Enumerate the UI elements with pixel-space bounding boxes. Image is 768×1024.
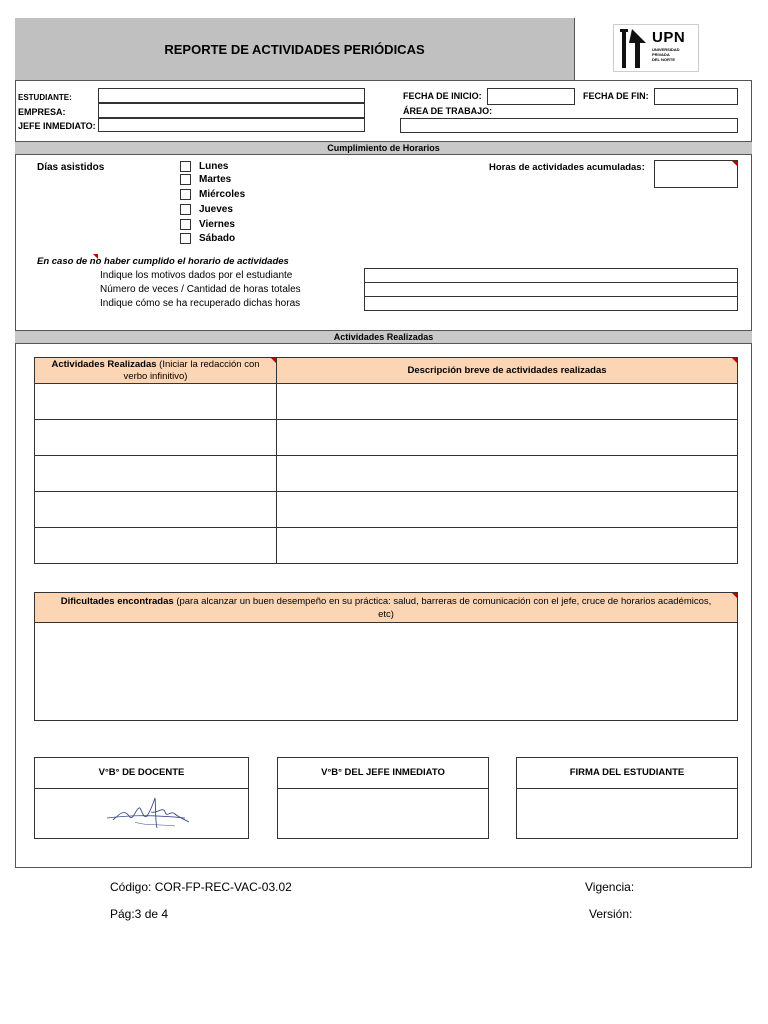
difficulties-bold: Dificultades encontradas [60,596,174,607]
recovery-label: Indique cómo se ha recuperado dichas horas [100,298,301,309]
difficulties-field[interactable] [35,623,737,720]
count-label: Número de veces / Cantidad de horas totales [100,284,301,295]
end-date-label: FECHA DE FIN: [583,91,649,101]
not-met-label: En caso de no haber cumplido el horario de actividades [37,256,289,267]
activity-cell[interactable] [35,528,277,563]
student-label: ESTUDIANTE: [18,93,72,102]
activities-section-title: Actividades Realizadas [333,332,434,342]
table-row [35,384,737,420]
description-cell[interactable] [277,528,737,563]
comment-marker-icon [732,593,737,598]
day-thursday-checkbox[interactable] [180,204,191,215]
logo-sub-3: DEL NORTE [652,57,676,62]
day-wednesday-label: Miércoles [199,189,246,200]
days-attended-label: Días asistidos [37,162,105,173]
day-friday-checkbox[interactable] [180,219,191,230]
activity-cell[interactable] [35,384,277,419]
day-friday-label: Viernes [199,219,235,230]
description-cell[interactable] [277,492,737,527]
footer-page: Pág:3 de 4 [110,907,169,921]
footer-validity: Vigencia: [585,880,635,894]
comment-marker-icon [93,254,98,259]
footer-code: Código: COR-FP-REC-VAC-03.02 [110,880,292,894]
handwritten-signature-icon [105,792,195,836]
count-field[interactable] [364,282,738,297]
start-date-field[interactable] [487,88,575,105]
logo-area [575,18,752,81]
logo-sub-2: PRIVADA [652,52,670,57]
boss-signature-field[interactable] [278,789,488,838]
difficulties-box [34,592,738,721]
student-signature-box [516,757,738,839]
description-cell[interactable] [277,384,737,419]
day-tuesday-checkbox[interactable] [180,174,191,185]
end-date-field[interactable] [654,88,738,105]
activity-cell[interactable] [35,492,277,527]
activities-col1-rest: (Iniciar la redacción con verbo infinitivo) [123,359,260,382]
work-area-field[interactable] [400,118,738,133]
day-wednesday[interactable] [180,189,245,200]
hours-accumulated-field[interactable] [654,160,738,188]
form-title [15,18,575,81]
activities-col2-header [277,358,737,384]
boss-field[interactable] [98,118,365,132]
footer-version: Versión: [589,907,633,921]
hours-accumulated-label: Horas de actividades acumuladas: [489,162,645,173]
day-friday[interactable] [180,219,235,230]
activities-col2-label: Descripción breve de actividades realizadas [407,365,607,376]
logo-text: UPN [652,29,686,46]
upn-logo [613,24,699,72]
company-field[interactable] [98,103,365,118]
day-saturday-checkbox[interactable] [180,233,191,244]
description-cell[interactable] [277,420,737,455]
difficulties-header [35,593,737,623]
description-cell[interactable] [277,456,737,491]
activities-table [34,357,738,564]
student-signature-title: FIRMA DEL ESTUDIANTE [517,758,737,789]
day-thursday-label: Jueves [199,204,233,215]
start-date-label: FECHA DE INICIO: [403,91,482,101]
day-wednesday-checkbox[interactable] [180,189,191,200]
day-saturday-label: Sábado [199,233,236,244]
difficulties-rest: (para alcanzar un buen desempeño en su práctica: salud, barreras de comunicación con el jefe, cruce de horarios académicos, etc) [173,596,712,620]
activity-cell[interactable] [35,456,277,491]
boss-signature-title: V°B° DEL JEFE INMEDIATO [278,758,488,789]
logo-sub-1: UNIVERSIDAD [652,47,680,52]
comment-marker-icon [732,161,737,166]
schedule-section-bar [15,141,752,155]
form-title-text: REPORTE DE ACTIVIDADES PERIÓDICAS [164,42,425,57]
reasons-label: Indique los motivos dados por el estudiante [100,270,293,281]
student-field[interactable] [98,88,365,103]
day-monday-checkbox[interactable] [180,161,191,172]
day-monday-label: Lunes [199,161,229,172]
company-label: EMPRESA: [18,107,66,117]
work-area-label: ÁREA DE TRABAJO: [403,106,493,116]
reasons-field[interactable] [364,268,738,283]
activities-section-bar [15,330,752,344]
schedule-section-title: Cumplimiento de Horarios [327,143,440,153]
comment-marker-icon [271,358,276,363]
table-row [35,456,737,492]
day-tuesday[interactable] [180,174,231,185]
activity-cell[interactable] [35,420,277,455]
table-row [35,528,737,563]
activities-col1-header [35,358,277,384]
header-divider [15,80,752,81]
table-row [35,420,737,456]
day-tuesday-label: Martes [199,174,232,185]
day-monday[interactable] [180,161,228,172]
teacher-signature-box [34,757,249,839]
comment-marker-icon [732,358,737,363]
boss-signature-box [277,757,489,839]
boss-label: JEFE INMEDIATO: [18,121,96,131]
table-row [35,492,737,528]
day-thursday[interactable] [180,204,233,215]
activities-col1-bold: Actividades Realizadas [51,359,157,370]
day-saturday[interactable] [180,233,235,244]
student-signature-field[interactable] [517,789,737,838]
upn-arrow-icon [618,29,648,69]
recovery-field[interactable] [364,296,738,311]
teacher-signature-title: V°B° DE DOCENTE [35,758,248,789]
